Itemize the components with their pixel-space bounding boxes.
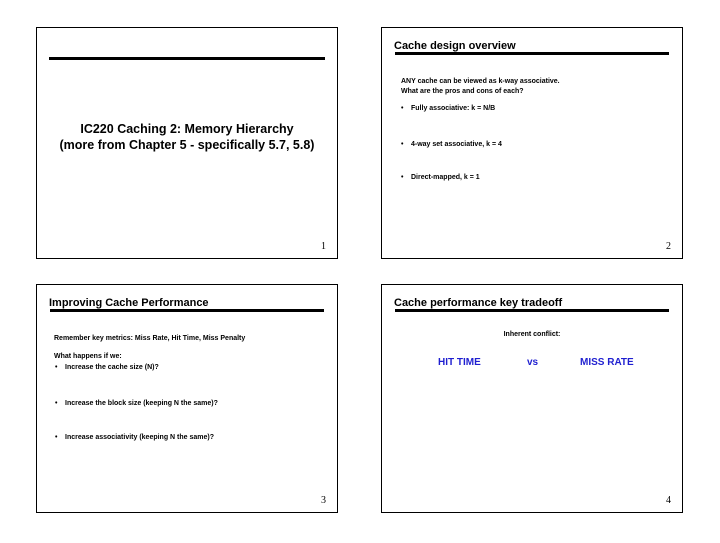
slide-2 <box>381 27 683 259</box>
bullet-block-size: • Increase the block size (keeping N the same)? <box>65 399 218 409</box>
cover-title <box>37 121 337 153</box>
conflict-label: Inherent conflict: <box>503 331 561 338</box>
page-number: 1 <box>321 241 326 252</box>
question-line: What happens if we: <box>54 353 122 360</box>
slide-3 <box>36 284 338 513</box>
vs-term: vs <box>527 357 539 368</box>
page-number: 3 <box>321 495 326 506</box>
slide-1 <box>36 27 338 259</box>
title-rule <box>50 309 324 312</box>
hit-time-term: HIT TIME <box>438 357 481 368</box>
slide-title: Cache performance key tradeoff <box>394 297 563 309</box>
page-number: 2 <box>666 241 671 252</box>
title-rule <box>49 57 325 60</box>
bullet-fully-associative: • Fully associative: k = N/B <box>411 104 495 114</box>
intro-line-1: ANY cache can be viewed as k-way associative. <box>401 78 560 85</box>
cover-title-line-1: IC220 Caching 2: Memory Hierarchy <box>80 122 294 136</box>
title-rule <box>395 52 669 55</box>
slide-4 <box>381 284 683 513</box>
bullet-4-way: • 4-way set associative, k = 4 <box>411 140 502 150</box>
bullet-associativity: • Increase associativity (keeping N the same)? <box>65 433 214 443</box>
title-rule <box>395 309 669 312</box>
cover-title-line-2: (more from Chapter 5 - specifically 5.7, 5.8) <box>59 138 315 152</box>
bullet-direct-mapped: • Direct-mapped, k = 1 <box>411 173 480 183</box>
miss-rate-term: MISS RATE <box>580 357 634 368</box>
slide-title: Improving Cache Performance <box>49 297 209 309</box>
slide-title: Cache design overview <box>394 40 516 52</box>
intro-line-2: What are the pros and cons of each? <box>401 88 524 95</box>
page-number: 4 <box>666 495 671 506</box>
bullet-cache-size: • Increase the cache size (N)? <box>65 363 159 373</box>
metrics-line: Remember key metrics: Miss Rate, Hit Time, Miss Penalty <box>54 335 246 342</box>
